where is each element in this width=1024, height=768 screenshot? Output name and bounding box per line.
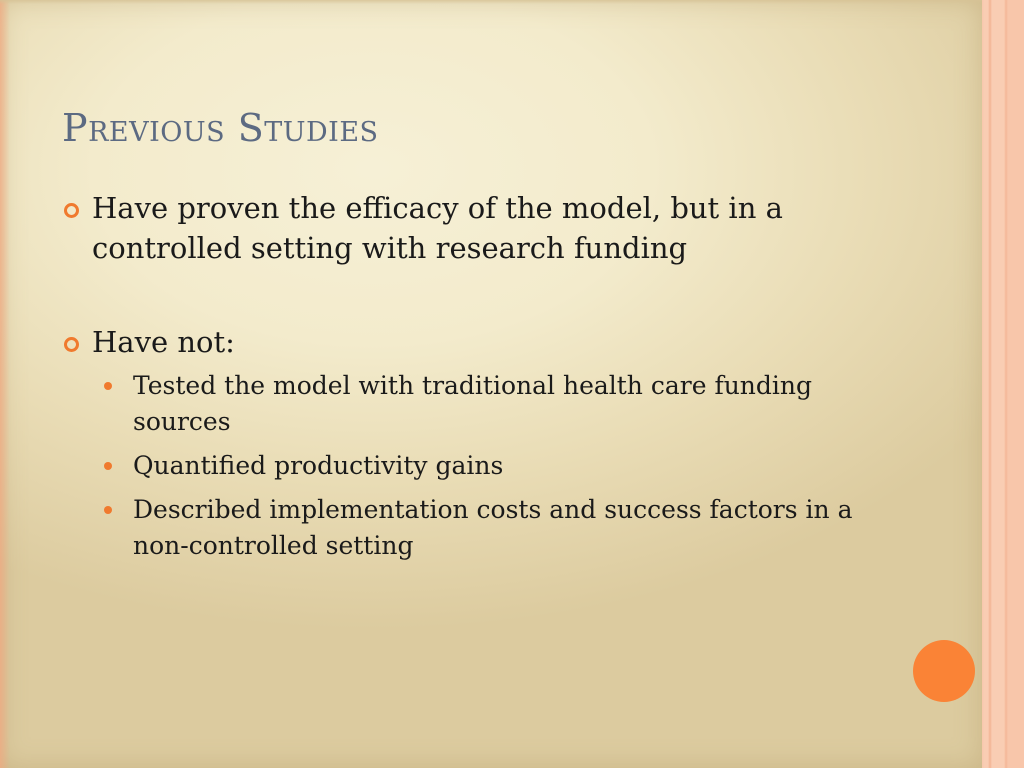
ring-bullet-icon [64, 203, 79, 218]
bullet-list [62, 188, 902, 572]
bullet-item-have-not [62, 322, 902, 362]
sub-bullet-text: Described implementation costs and success factors in a non-controlled setting [133, 495, 853, 560]
decorative-orange-circle [913, 640, 975, 702]
dot-bullet-icon [104, 382, 112, 390]
sub-bullet-item-productivity [104, 448, 893, 484]
sub-bullet-item-funding [104, 368, 893, 440]
dot-bullet-icon [104, 506, 112, 514]
bullet-text: Have proven the efficacy of the model, but in a controlled setting with research funding [92, 191, 783, 265]
slide-title: Previous Studies [62, 106, 379, 150]
sub-bullet-text: Quantified productivity gains [133, 451, 504, 480]
dot-bullet-icon [104, 462, 112, 470]
bullet-item-efficacy [62, 188, 902, 268]
decorative-side-stripe [978, 0, 1024, 768]
ring-bullet-icon [64, 337, 79, 352]
sub-bullet-text: Tested the model with traditional health care funding sources [133, 371, 813, 436]
sub-bullet-item-implementation [104, 492, 873, 564]
bullet-text: Have not: [92, 325, 235, 359]
